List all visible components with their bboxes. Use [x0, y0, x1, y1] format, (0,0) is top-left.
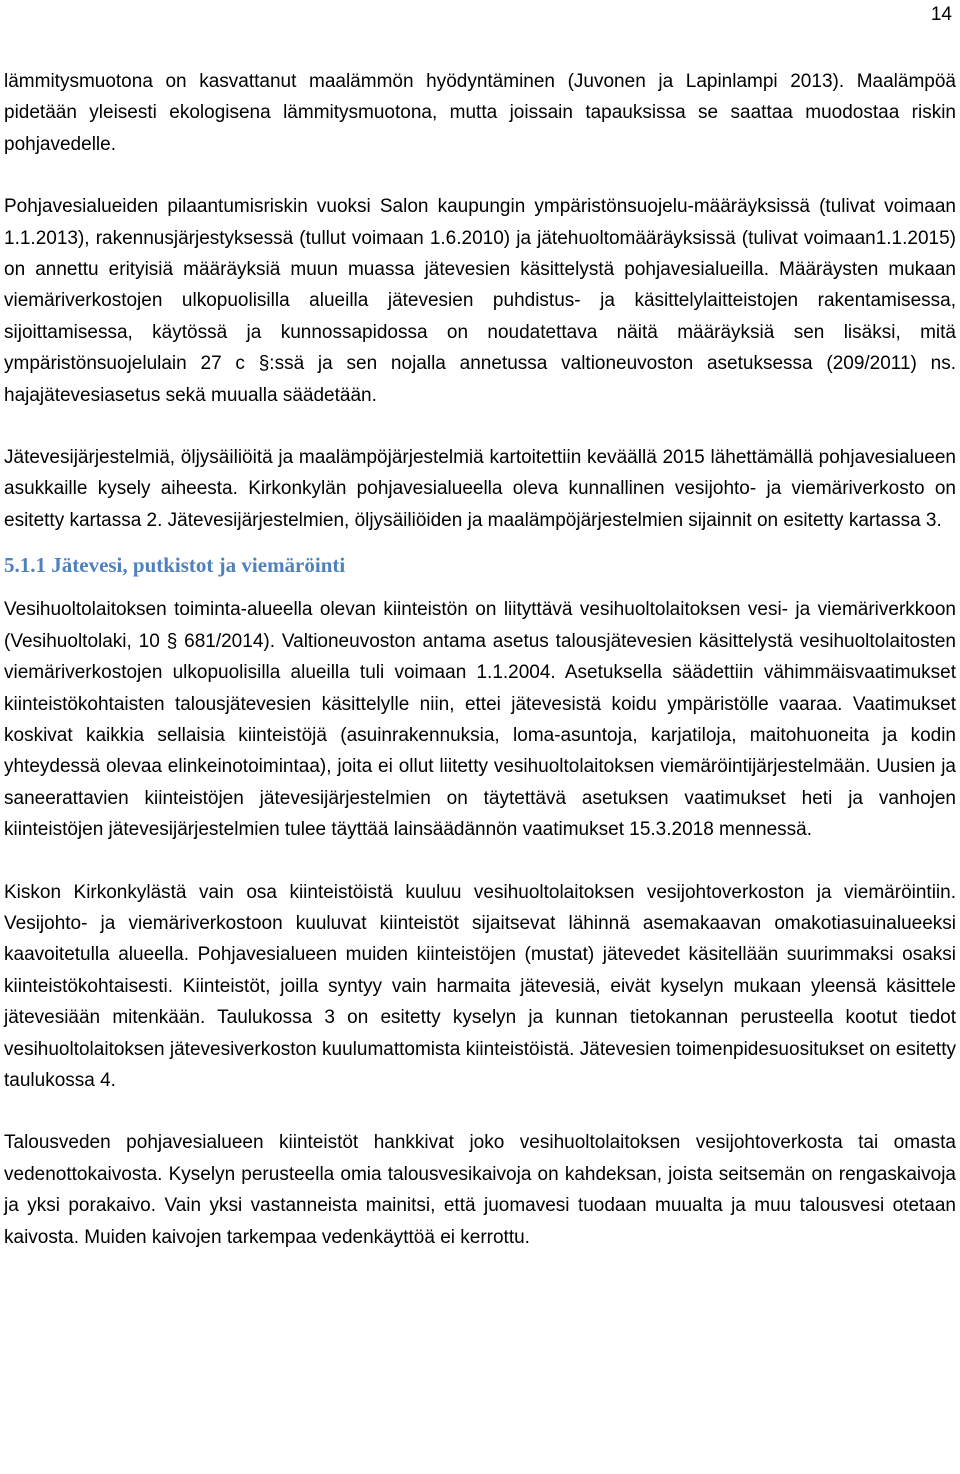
paragraph-spacer	[4, 536, 956, 550]
paragraph-spacer	[4, 580, 956, 594]
paragraph-household-water: Talousveden pohjavesialueen kiinteistöt hankkivat joko vesihuoltolaitoksen vesijohtoverkosta tai omasta vedenottokaivosta. Kyselyn perusteella omia talousvesikaivoja on kahdeksan, joista seitsemän on rengaskaivoja ja yksi porakaivo. Vain yksi vastanneista mainitsi, että juomavesi tuodaan muualta ja muu talousvesi otetaan kaivosta. Muiden kaivojen tarkempaa vedenkäyttöä ei kerrottu.	[4, 1132, 956, 1248]
paragraph-spacer	[4, 411, 956, 442]
paragraph-regulations: Pohjavesialueiden pilaantumisriskin vuoksi Salon kaupungin ympäristönsuojelu-määräyksissä (tulivat voimaan 1.1.2013), rakennusjärjestyksessä (tullut voimaan 1.6.2010) ja jätehuoltomääräyksissä (tulivat voimaan1.1.2015) on annettu erityisiä määräyksiä muun muassa jätevesien käsittelystä pohjavesialueilla. Määräysten mukaan viemäriverkostojen ulkopuolisilla alueilla jätevesien puhdistus- ja käsittelylaitteistojen rakentamisessa, sijoittamisessa, käytössä ja kunnossapidossa on noudatettava näitä määräyksiä sen lisäksi, mitä ympäristönsuojelulain 27 c §:ssä ja sen nojalla annetussa valtioneuvoston asetuksessa (209/2011) ns. hajajätevesiasetus sekä muualla säädetään.	[4, 196, 956, 406]
paragraph-survey: Jätevesijärjestelmiä, öljysäiliöitä ja maalämpöjärjestelmiä kartoitettiin keväällä 2015 lähettämällä pohjavesialueen asukkaille kysely aiheesta. Kirkonkylän pohjavesialueella oleva kunnallinen vesijohto- ja viemäriverkosto on esitetty kartassa 2. Jätevesijärjestelmien, öljysäiliöiden ja maalämpöjärjestelmien sijainnit on esitetty kartassa 3.	[4, 447, 956, 531]
document-body	[4, 66, 956, 1253]
page-number: 14	[930, 4, 952, 25]
paragraph-intro: lämmitysmuotona on kasvattanut maalämmön hyödyntäminen (Juvonen ja Lapinlampi 2013). Maalämpöä pidetään yleisesti ekologisena lämmitysmuotona, mutta joissain tapauksissa se saattaa muodostaa riskin pohjavedelle.	[4, 71, 956, 155]
paragraph-kisko: Kiskon Kirkonkylästä vain osa kiinteistöistä kuuluu vesihuoltolaitoksen vesijohtoverkoston ja viemäröintiin. Vesijohto- ja viemäriverkostoon kuuluvat kiinteistöt sijaitsevat lähinnä asemakaavan omakotiasuinalueeksi kaavoitetulla alueella. Pohjavesialueen muiden kiinteistöjen (mustat) jätevedet käsitellään suurimmaksi osaksi kiinteistökohtaisesti. Kiinteistöt, joilla syntyy vain harmaita jätevesiä, eivät kyselyn mukaan yleensä käsittele jätevesiään mitenkään. Taulukossa 3 on esitetty kyselyn ja kunnan tietokannan perusteella kootut tiedot vesihuoltolaitoksen jätevesiverkoston kuulumattomista kiinteistöistä. Jätevesien toimenpidesuositukset on esitetty taulukossa 4.	[4, 881, 956, 1091]
section-heading: 5.1.1 Jätevesi, putkistot ja viemäröinti	[4, 553, 346, 578]
paragraph-spacer	[4, 1096, 956, 1127]
paragraph-spacer	[4, 846, 956, 877]
paragraph-water-law: Vesihuoltolaitoksen toiminta-alueella olevan kiinteistön on liityttävä vesihuoltolaitoksen vesi- ja viemäriverkkoon (Vesihuoltolaki, 10 § 681/2014). Valtioneuvoston antama asetus talousjätevesien käsittelystä vesihuoltolaitosten viemäriverkostojen ulkopuolisilla alueilla tuli voimaan 1.1.2004. Asetuksella säädettiin vähimmäisvaatimukset kiinteistökohtaisten talousjätevesien käsittelylle niin, ettei jätevesistä koidu ympäristölle vaaraa. Vaatimukset koskivat kaikkia sellaisia kiinteistöjä (asuinrakennuksia, loma-asuntoja, karjatiloja, maitohuoneita ja kodin yhteydessä olevaa elinkeinotoimintaa), joita ei ollut liitetty vesihuoltolaitoksen viemäröintijärjestelmään. Uusien ja saneerattavien kiinteistöjen jätevesijärjestelmien on täytettävä asetuksen vaatimukset heti ja vanhojen kiinteistöjen jätevesijärjestelmien tulee täyttää lainsäädännön vaatimukset 15.3.2018 mennessä.	[4, 599, 956, 841]
paragraph-spacer	[4, 160, 956, 191]
